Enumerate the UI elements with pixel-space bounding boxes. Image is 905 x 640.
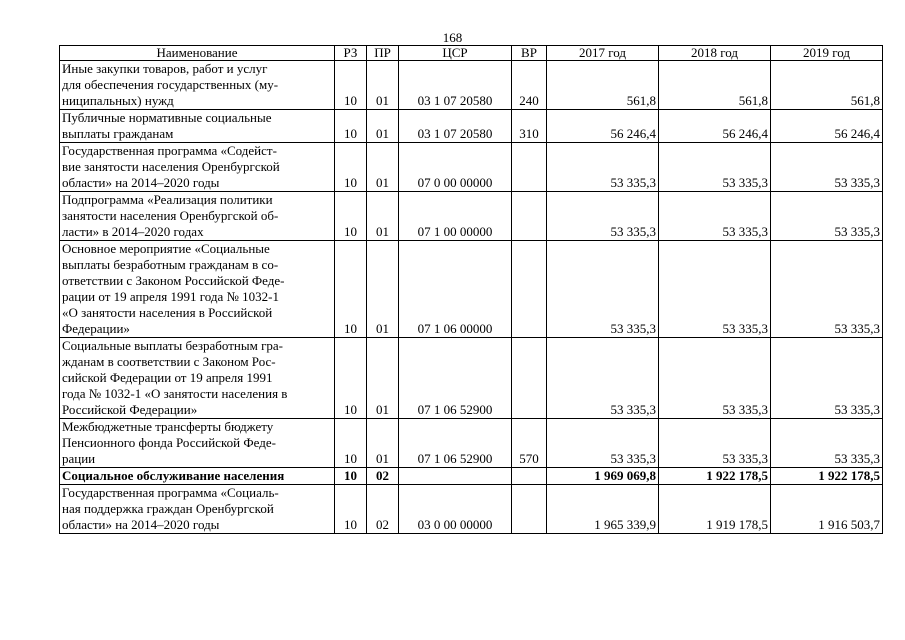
table-row bbox=[60, 143, 883, 192]
row-2017: 53 335,3 bbox=[547, 192, 659, 241]
row-csr: 07 1 06 52900 bbox=[399, 338, 512, 419]
row-2019: 53 335,3 bbox=[771, 419, 883, 468]
row-2019: 1 922 178,5 bbox=[771, 468, 883, 485]
row-rz: 10 bbox=[335, 143, 367, 192]
row-2019: 1 916 503,7 bbox=[771, 485, 883, 534]
page-number: 168 bbox=[442, 30, 463, 45]
table-row bbox=[60, 419, 883, 468]
row-pr: 02 bbox=[367, 468, 399, 485]
row-rz: 10 bbox=[335, 61, 367, 110]
table-row bbox=[60, 468, 883, 485]
row-2017: 53 335,3 bbox=[547, 338, 659, 419]
row-2018: 1 919 178,5 bbox=[659, 485, 771, 534]
header-vr: ВР bbox=[512, 46, 547, 61]
row-name: Подпрограмма «Реализация политики занятости населения Оренбургской об- ласти» в 2014–2020 годах bbox=[60, 192, 335, 241]
row-pr: 01 bbox=[367, 241, 399, 338]
row-csr: 03 0 00 00000 bbox=[399, 485, 512, 534]
row-pr: 01 bbox=[367, 61, 399, 110]
row-pr: 02 bbox=[367, 485, 399, 534]
row-pr: 01 bbox=[367, 419, 399, 468]
row-name: Иные закупки товаров, работ и услуг для обеспечения государственных (му- ниципальных) нужд bbox=[60, 61, 335, 110]
table-row bbox=[60, 192, 883, 241]
table-body bbox=[60, 61, 883, 534]
row-2018: 56 246,4 bbox=[659, 110, 771, 143]
row-name: Публичные нормативные социальные выплаты гражданам bbox=[60, 110, 335, 143]
row-2018: 53 335,3 bbox=[659, 241, 771, 338]
header-2019: 2019 год bbox=[771, 46, 883, 61]
row-rz: 10 bbox=[335, 241, 367, 338]
table-row bbox=[60, 241, 883, 338]
row-rz: 10 bbox=[335, 419, 367, 468]
budget-table bbox=[59, 45, 883, 534]
row-2019: 56 246,4 bbox=[771, 110, 883, 143]
row-rz: 10 bbox=[335, 468, 367, 485]
table-row bbox=[60, 61, 883, 110]
row-vr: 570 bbox=[512, 419, 547, 468]
header-rz: РЗ bbox=[335, 46, 367, 61]
row-vr bbox=[512, 192, 547, 241]
table-header-row bbox=[60, 46, 883, 61]
row-pr: 01 bbox=[367, 110, 399, 143]
row-pr: 01 bbox=[367, 192, 399, 241]
row-csr: 07 1 06 00000 bbox=[399, 241, 512, 338]
row-name: Межбюджетные трансферты бюджету Пенсионного фонда Российской Феде- рации bbox=[60, 419, 335, 468]
row-csr: 03 1 07 20580 bbox=[399, 61, 512, 110]
row-name: Основное мероприятие «Социальные выплаты безработным гражданам в со- ответствии с Законом Российской Феде- рации от 19 апреля 1991 года № 1032-1 «О занятости населения в Российской Федерации» bbox=[60, 241, 335, 338]
row-name: Социальное обслуживание населения bbox=[60, 468, 335, 485]
table-row bbox=[60, 485, 883, 534]
header-pr: ПР bbox=[367, 46, 399, 61]
row-2018: 53 335,3 bbox=[659, 192, 771, 241]
row-vr bbox=[512, 241, 547, 338]
row-2017: 53 335,3 bbox=[547, 143, 659, 192]
row-2019: 53 335,3 bbox=[771, 241, 883, 338]
row-csr: 07 1 00 00000 bbox=[399, 192, 512, 241]
header-csr: ЦСР bbox=[399, 46, 512, 61]
row-vr: 240 bbox=[512, 61, 547, 110]
header-2018: 2018 год bbox=[659, 46, 771, 61]
row-csr: 07 0 00 00000 bbox=[399, 143, 512, 192]
row-rz: 10 bbox=[335, 338, 367, 419]
row-2019: 561,8 bbox=[771, 61, 883, 110]
row-vr bbox=[512, 143, 547, 192]
row-2017: 561,8 bbox=[547, 61, 659, 110]
row-pr: 01 bbox=[367, 143, 399, 192]
row-rz: 10 bbox=[335, 192, 367, 241]
row-2019: 53 335,3 bbox=[771, 143, 883, 192]
row-vr bbox=[512, 485, 547, 534]
row-2017: 1 965 339,9 bbox=[547, 485, 659, 534]
header-name: Наименование bbox=[60, 46, 335, 61]
row-pr: 01 bbox=[367, 338, 399, 419]
row-vr bbox=[512, 338, 547, 419]
row-2019: 53 335,3 bbox=[771, 192, 883, 241]
row-2018: 53 335,3 bbox=[659, 143, 771, 192]
row-2017: 56 246,4 bbox=[547, 110, 659, 143]
row-2018: 53 335,3 bbox=[659, 419, 771, 468]
table-row bbox=[60, 110, 883, 143]
row-vr: 310 bbox=[512, 110, 547, 143]
row-name: Социальные выплаты безработным гра- жданам в соответствии с Законом Рос- сийской Федерации от 19 апреля 1991 года № 1032-1 «О занятости населения в Российской Федерации» bbox=[60, 338, 335, 419]
table-row bbox=[60, 338, 883, 419]
header-2017: 2017 год bbox=[547, 46, 659, 61]
row-csr bbox=[399, 468, 512, 485]
row-rz: 10 bbox=[335, 485, 367, 534]
row-2018: 53 335,3 bbox=[659, 338, 771, 419]
row-vr bbox=[512, 468, 547, 485]
row-name: Государственная программа «Социаль- ная поддержка граждан Оренбургской области» на 2014–2020 годы bbox=[60, 485, 335, 534]
row-rz: 10 bbox=[335, 110, 367, 143]
row-2018: 1 922 178,5 bbox=[659, 468, 771, 485]
row-csr: 03 1 07 20580 bbox=[399, 110, 512, 143]
row-2018: 561,8 bbox=[659, 61, 771, 110]
row-2019: 53 335,3 bbox=[771, 338, 883, 419]
row-2017: 1 969 069,8 bbox=[547, 468, 659, 485]
row-2017: 53 335,3 bbox=[547, 241, 659, 338]
row-name: Государственная программа «Содейст- вие занятости населения Оренбургской области» на 2014–2020 годы bbox=[60, 143, 335, 192]
row-2017: 53 335,3 bbox=[547, 419, 659, 468]
row-csr: 07 1 06 52900 bbox=[399, 419, 512, 468]
